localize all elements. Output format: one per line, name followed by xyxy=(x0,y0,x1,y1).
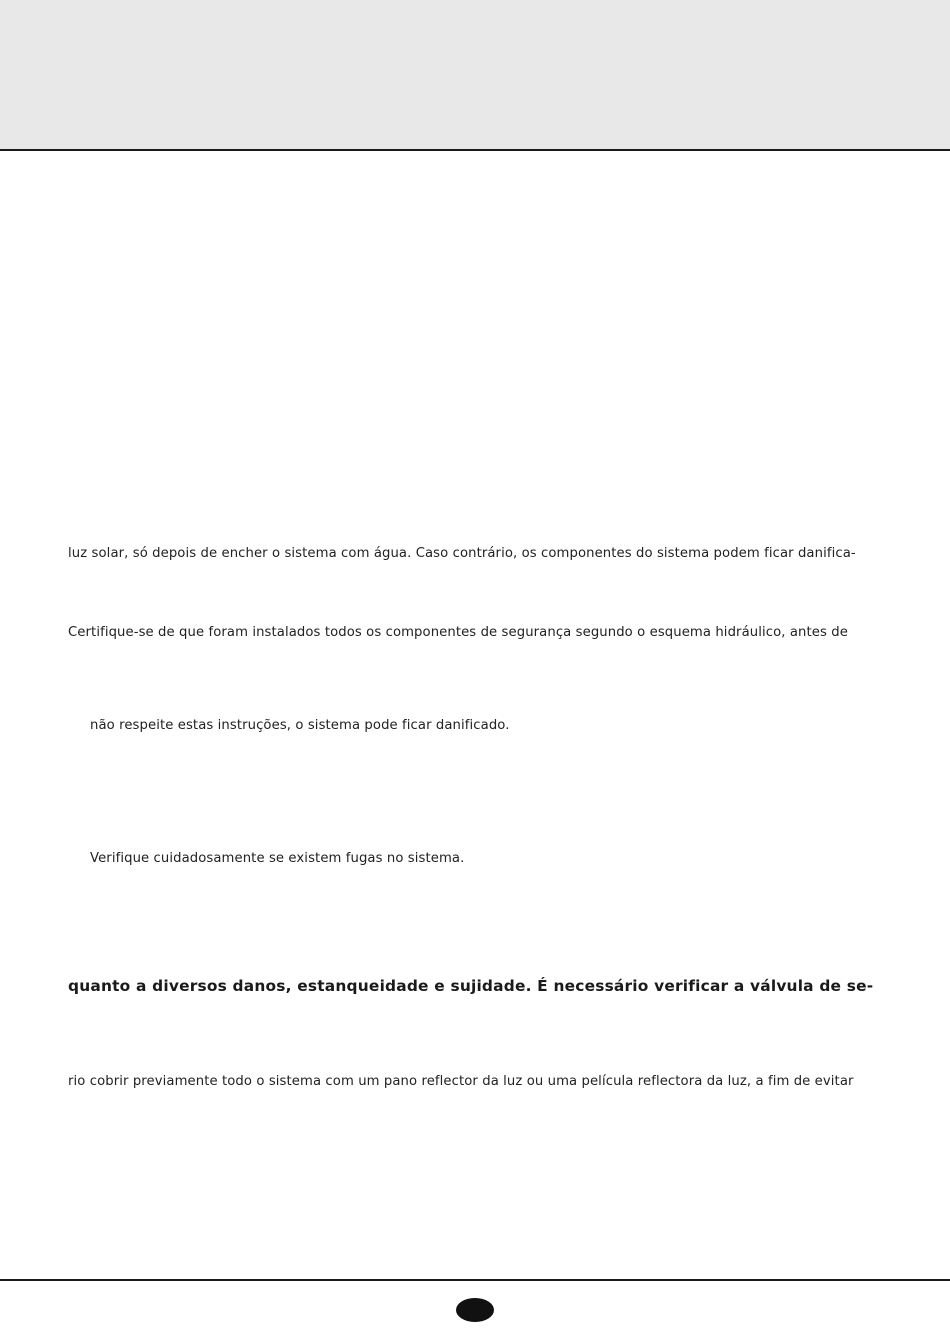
body-text-line: Certifique-se de que foram instalados todos os componentes de segurança segundo o esquema hidráulico, antes de xyxy=(68,625,848,640)
body-text-line: Verifique cuidadosamente se existem fugas no sistema. xyxy=(90,851,465,866)
body-text-line: rio cobrir previamente todo o sistema com um pano reflector da luz ou uma película reflectora da luz, a fim de evitar xyxy=(68,1074,854,1089)
body-text-line: luz solar, só depois de encher o sistema com água. Caso contrário, os componentes do sistema podem ficar danifica- xyxy=(68,546,856,561)
body-text-line: não respeite estas instruções, o sistema pode ficar danificado. xyxy=(90,718,510,733)
footer-divider xyxy=(0,1279,950,1281)
header-divider xyxy=(0,149,950,151)
page-number-badge xyxy=(456,1298,494,1322)
bold-text-line: quanto a diversos danos, estanqueidade e sujidade. É necessário verificar a válvula de se- xyxy=(68,977,874,995)
header-band xyxy=(0,0,950,149)
